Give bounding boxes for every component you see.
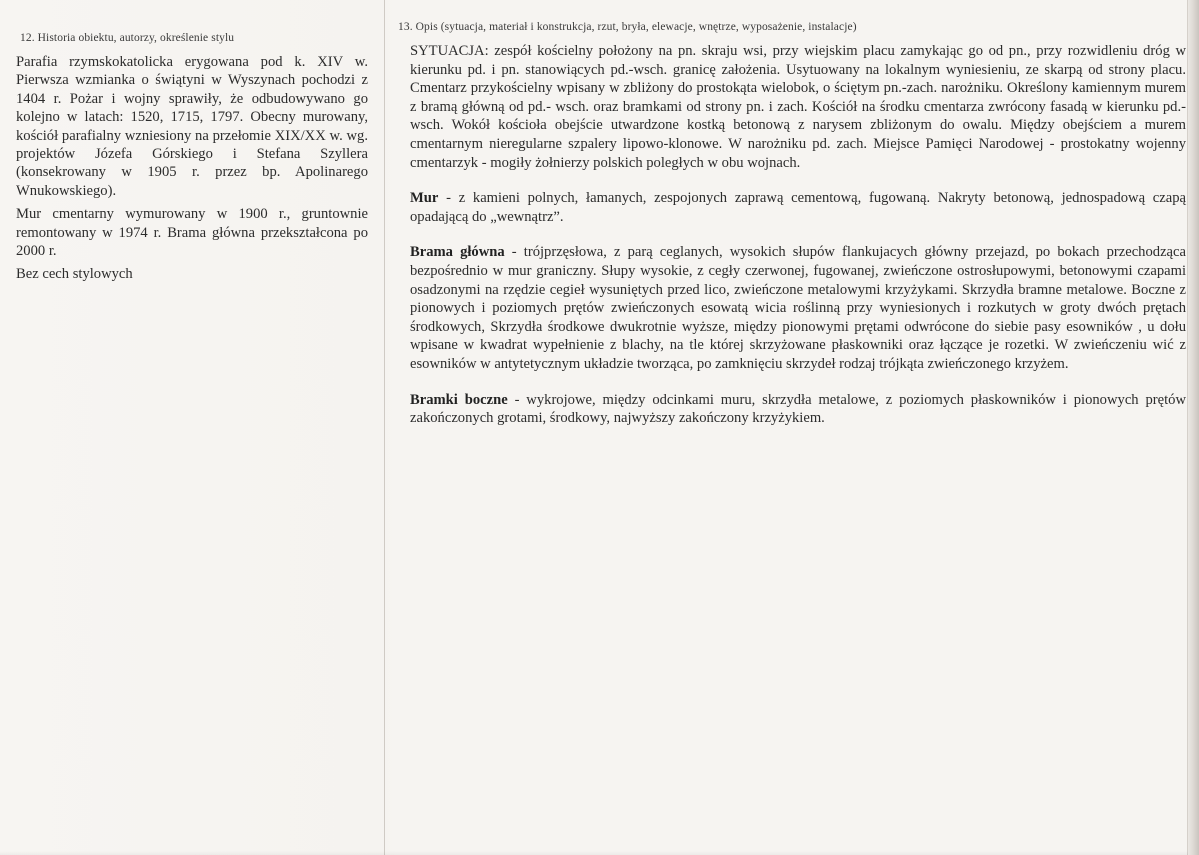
main-gate-paragraph (410, 243, 1186, 373)
description-section (398, 21, 1186, 445)
history-heading: 12. Historia obiektu, autorzy, określenie stylu (20, 32, 235, 44)
history-paragraph: Mur cmentarny wymurowany w 1900 r., gruntownie remontowany w 1974 r. Brama główna przekształcona po 2000 r. (16, 206, 368, 260)
style-paragraph: Bez cech stylowych (16, 266, 133, 283)
history-section (16, 32, 368, 289)
main-gate-text: - trójprzęsłowa, z parą ceglanych, wysokich słupów flankujacych główny przejazd, po bokach przechodząca bezpośrednio w mur graniczny. Słupy wysokie, z cegły czerwonej, fugowanej, zwieńczone ostrosłupowymi, betonowymi czapami osadzonymi na rzędzie cegieł wysuniętych przed lico, zwieńczone metalowymi krzyżykami. Skrzydła bramne metalowe. Boczne z pionowych i poziomych prętów zwieńczonych esowatą wicia roślinną przy wyniesionych i rozkutych w groty dwóch prętach środkowych, Skrzydła środkowe dwukrotnie wyższe, między pionowymi prętami odwrócone do siebie pasy esowników , u dołu wpisane w kwadrat wypełnienie z blachy, na tle której skrzyżowane płaskowniki oraz łączące je rozetki. W zwieńczeniu wić z esowników w antytetycznym układzie tworząca, po zamknięciu skrzydeł rodzaj trójkąta zwieńczonego krzyżem. (410, 244, 1186, 372)
scan-edge (1187, 0, 1199, 855)
history-paragraph: Parafia rzymskokatolicka erygowana pod k. XIV w. Pierwsza wzmianka o świątyni w Wyszynach pochodzi z 1404 r. Pożar i wojny sprawiły, że odbudowywano go kolejno w latach: 1520, 1715, 1797. Obecny murowany, kościół parafialny wzniesiony na przełomie XIX/XX w. wg. projektów Józefa Górskiego i Stefana Szyllera (konsekrowany w 1905 r. przez bp. Apolinarego Wnukowskiego). (16, 54, 368, 199)
wall-label: Mur (410, 190, 439, 207)
situation-paragraph: SYTUACJA: zespół kościelny położony na pn. skraju wsi, przy wiejskim placu zamykając go od pn., przy rozwidleniu dróg w kierunku pd. i pn. stanowiących pd.-wsch. granicę założenia. Usytuowany na lokalnym wyniesieniu, ze skarpą od strony placu. Cmentarz przykościelny wpisany w zbliżony do prostokąta wielobok, o ściętym pn.-zach. narożniku. Określony kamiennym murem z bramą główną od pd.- wsch. oraz bramkami od strony pn. i zach. Kościół na środku cmentarza zwrócony fasadą w kierunku pd.-wsch. Wokół kościoła obejście utwardzone kostką betonową z narysem zbliżonym do owalu. Między obejściem a murem cmentarnym nieregularne szpalery lipowo-klonowe. W narożniku pd. zach. Miejsce Pamięci Narodowej - prostokatny wojenny cmentarzyk - mogiły żołnierzy polskich poległych w obu wojnach. (410, 43, 1186, 171)
main-gate-label: Brama główna (410, 244, 505, 261)
side-gates-paragraph (410, 391, 1186, 428)
wall-text: - z kamieni polnych, łamanych, zespojonych zaprawą cementową, fugowaną. Nakryty betonową, jednospadową czapą opadającą do „wewnątrz”. (410, 190, 1186, 225)
side-gates-label: Bramki boczne (410, 391, 508, 408)
scan-shadow (0, 851, 1188, 855)
column-divider (384, 0, 385, 855)
side-gates-text: - wykrojowe, między odcinkami muru, skrzydła metalowe, z poziomych płaskowników i pionowych prętów zakończonych grotami, środkowy, najwyższy zakończony krzyżykiem. (410, 391, 1186, 427)
wall-paragraph (410, 189, 1186, 226)
description-heading: 13. Opis (sytuacja, materiał i konstrukcja, rzut, bryła, elewacje, wnętrze, wyposażenie, instalacje) (398, 21, 857, 33)
